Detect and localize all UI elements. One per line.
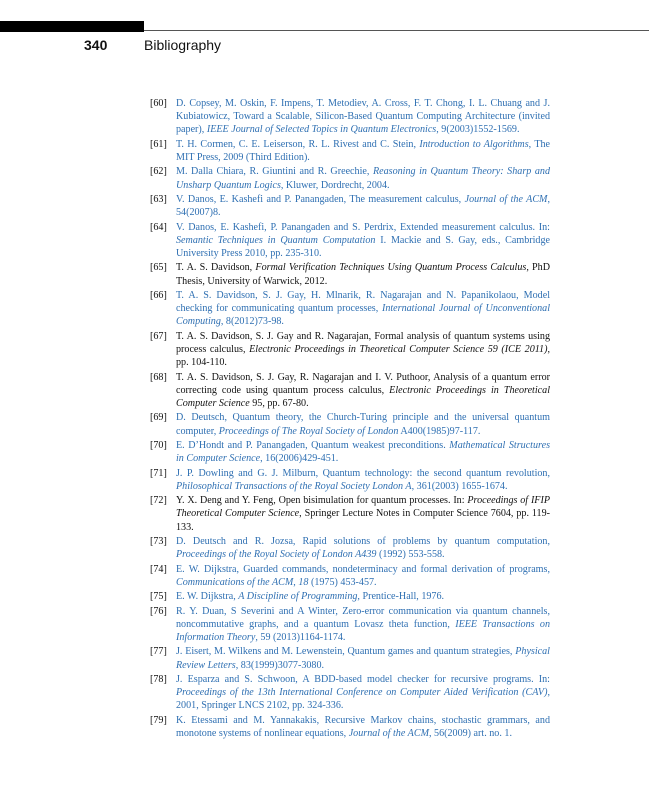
citation-title: Physical Review Letters [176,646,550,671]
header-bar [0,21,144,32]
entry-citation[interactable] [176,439,550,465]
entry-citation[interactable] [176,193,550,219]
citation-text: T. H. Cormen, C. E. Leiserson, R. L. Rivest and C. Stein, [176,138,420,150]
entry-citation[interactable] [176,645,550,671]
entry-number: [73] [150,535,167,547]
header-rule [144,30,649,31]
citation-text: V. Danos, E. Kashefi and P. Panangaden, The measurement calculus, [176,193,465,205]
entry-citation [176,494,550,534]
citation-text: K. Etessami and M. Yannakakis, Recursive Markov chains, stochastic grammars, and monotone systems of nonlinear equations, [176,714,550,739]
bibliography-entry [150,494,550,534]
bibliography-entry[interactable] [150,193,550,219]
citation-text: , Kluwer, Dordrecht, 2004. [280,179,390,191]
citation-title: A Discipline of Programming [238,591,358,603]
citation-text: , 9(2003)1552-1569. [436,124,520,136]
citation-title: IEEE Journal of Selected Topics in Quantum Electronics [206,124,437,136]
entry-citation[interactable] [176,605,550,645]
entry-number: [72] [150,495,167,507]
bibliography-entry[interactable] [150,138,550,164]
citation-title: Proceedings of The Royal Society of London [218,425,399,437]
citation-title: Proceedings of the 13th International Conference on Computer Aided Verification (CAV) [176,687,548,699]
citation-text: (1992) 553-558. [376,549,445,561]
entry-citation[interactable] [176,289,550,329]
entry-citation [176,330,550,370]
citation-text: T. A. S. Davidson, S. J. Gay, R. Nagarajan and I. V. Puthoor, Analysis of a quantum error correcting code using quantum process calculus, [176,371,550,396]
entry-citation[interactable] [176,467,550,493]
entry-citation[interactable] [176,714,550,740]
citation-title: Proceedings of IFIP Theoretical Computer Science [176,495,550,520]
entry-citation[interactable] [176,221,550,261]
bibliography-entry[interactable] [150,563,550,589]
entry-citation [176,371,550,411]
citation-title: Communications of the ACM [176,576,294,588]
entry-citation[interactable] [176,411,550,437]
citation-title: Mathematical Structures in Computer Science [176,439,550,465]
bibliography-entry [150,330,550,370]
citation-text: T. A. S. Davidson, S. J. Gay, H. Mlnarik, R. Nagarajan and N. Papanikolaou, Model checking for communicating quantum processes, [176,289,550,315]
citation-text: , PhD Thesis, University of Warwick, 2012. [176,262,551,287]
entry-number: [78] [150,673,167,685]
citation-title: Philosophical Transactions of the Royal Society London A [176,480,412,492]
entry-citation[interactable] [176,590,550,603]
bibliography-entry[interactable] [150,645,550,671]
bibliography-entry[interactable] [150,289,550,329]
section-title: Bibliography [144,37,222,53]
bibliography-entry[interactable] [150,673,550,713]
citation-text: E. D’Hondt and P. Panangaden, Quantum weakest preconditions. [176,439,450,451]
citation-text: T. A. S. Davidson, S. J. Gay and R. Nagarajan, Formal analysis of quantum systems using process calculus, [176,330,550,355]
bibliography-entry[interactable] [150,467,550,493]
citation-text: , 8(2012)73-98. [220,316,284,328]
entry-number: [67] [150,330,167,342]
bibliography-entry[interactable] [150,535,550,561]
entry-number: [77] [150,646,167,658]
citation-text: I. Mackie and S. Gay, eds., Cambridge University Press 2010, pp. 235-310. [176,234,551,259]
citation-text: J. Eisert, M. Wilkens and M. Lewenstein, Quantum games and quantum strategies, [176,646,516,658]
citation-title: 18 [298,576,309,588]
citation-title: IEEE Transactions on Information Theory [176,618,550,643]
entry-number: [69] [150,412,167,424]
citation-title: Proceedings of the Royal Society of London A439 [176,549,377,561]
citation-text: , 54(2007)8. [176,193,550,219]
entry-number: [75] [150,591,167,603]
entry-citation[interactable] [176,563,550,589]
citation-title: International Journal of Unconventional Computing [176,303,551,328]
entry-number: [60] [150,98,167,109]
citation-text: J. P. Dowling and G. J. Milburn, Quantum technology: the second quantum revolution, [176,467,550,479]
citation-text: J. Esparza and S. Schwoon, A BDD-based model checker for recursive programs. In: [176,673,550,685]
citation-text: D. Copsey, M. Oskin, F. Impens, T. Metodiev, A. Cross, F. T. Chong, I. L. Chuang and J. Kubiatowicz, Toward a Scalable, Silicon-Based Quantum Computing Architecture (invited paper), [176,98,550,136]
citation-text: R. Y. Duan, S Severini and A Winter, Zero-error communication via quantum channels, noncommutative graphs, and a quantum Lovasz theta function, [176,605,550,630]
citation-text: M. Dalla Chiara, R. Giuntini and R. Greechie, [176,166,373,178]
citation-text: T. A. S. Davidson, [176,262,256,274]
entry-citation[interactable] [176,97,550,137]
entry-number: [66] [150,289,167,301]
bibliography-list [150,97,550,741]
bibliography-entry[interactable] [150,411,550,437]
citation-text: , 361(2003) 1655-1674. [411,480,508,492]
citation-title: Journal of the ACM [348,727,429,739]
citation-text: , [293,576,299,588]
citation-title: Formal Verification Techniques Using Quantum Process Calculus [255,262,527,274]
entry-citation[interactable] [176,535,550,561]
citation-text: , pp. 104-110. [176,343,550,369]
bibliography-entry [150,261,550,287]
citation-text: E. W. Dijkstra, [176,591,239,603]
citation-title: Electronic Proceedings in Theoretical Computer Science 59 (ICE 2011) [249,343,548,355]
entry-citation[interactable] [176,673,550,713]
entry-number: [61] [150,138,167,150]
entry-number: [68] [150,371,167,383]
citation-title: Reasoning in Quantum Theory: Sharp and Unsharp Quantum Logics [176,166,550,191]
citation-text: , Prentice-Hall, 1976. [357,591,445,603]
entry-number: [76] [150,605,167,617]
entry-citation[interactable] [176,138,550,164]
citation-text: D. Deutsch, Quantum theory, the Church-Turing principle and the universal quantum computer, [176,412,550,437]
entry-number: [70] [150,439,167,451]
bibliography-entry[interactable] [150,605,550,645]
citation-text: , 16(2006)429-451. [260,453,339,465]
bibliography-entry [150,371,550,411]
entry-number: [64] [150,221,167,233]
citation-text: Y. X. Deng and Y. Feng, Open bisimulation for quantum processes. In: [176,495,468,507]
citation-text: E. W. Dijkstra, Guarded commands, nondeterminacy and formal derivation of programs, [176,563,550,575]
entry-number: [79] [150,714,167,726]
bibliography-entry[interactable] [150,439,550,465]
citation-title: Electronic Proceedings in Theoretical Computer Science [176,384,550,409]
page-number: 340 [84,37,108,53]
bibliography-entry[interactable] [150,221,550,261]
citation-text: V. Danos, E. Kashefi, P. Panangaden and S. Perdrix, Extended measurement calculus. In: [176,221,550,233]
citation-text: (1975) 453-457. [308,576,377,588]
citation-title: Semantic Techniques in Quantum Computation [176,234,376,246]
citation-text: , 59 (2013)1164-1174. [255,631,346,643]
citation-text: , Springer Lecture Notes in Computer Science 7604, pp. 119-133. [176,508,550,533]
citation-title: Journal of the ACM [464,193,548,205]
citation-text: , 56(2009) art. no. 1. [428,727,512,739]
citation-text: , The MIT Press, 2009 (Third Edition). [176,138,551,163]
bibliography-entry[interactable] [150,165,550,191]
citation-text: 95, pp. 67-80. [249,397,309,409]
entry-number: [62] [150,166,167,178]
citation-text: A400(1985)97-117. [398,425,481,437]
entry-number: [74] [150,563,167,575]
entry-number: [63] [150,193,167,205]
entry-number: [65] [150,262,167,274]
entry-citation[interactable] [176,165,550,191]
entry-citation [176,261,550,287]
entry-number: [71] [150,467,167,479]
bibliography-entry[interactable] [150,590,550,603]
citation-text: D. Deutsch and R. Jozsa, Rapid solutions of problems by quantum computation, [176,535,550,547]
citation-text: , 83(1999)3077-3080. [235,659,325,671]
citation-title: Introduction to Algorithms [419,138,529,150]
bibliography-entry[interactable] [150,714,550,740]
citation-text: , 2001, Springer LNCS 2102, pp. 324-336. [176,687,550,712]
bibliography-entry[interactable] [150,97,550,137]
